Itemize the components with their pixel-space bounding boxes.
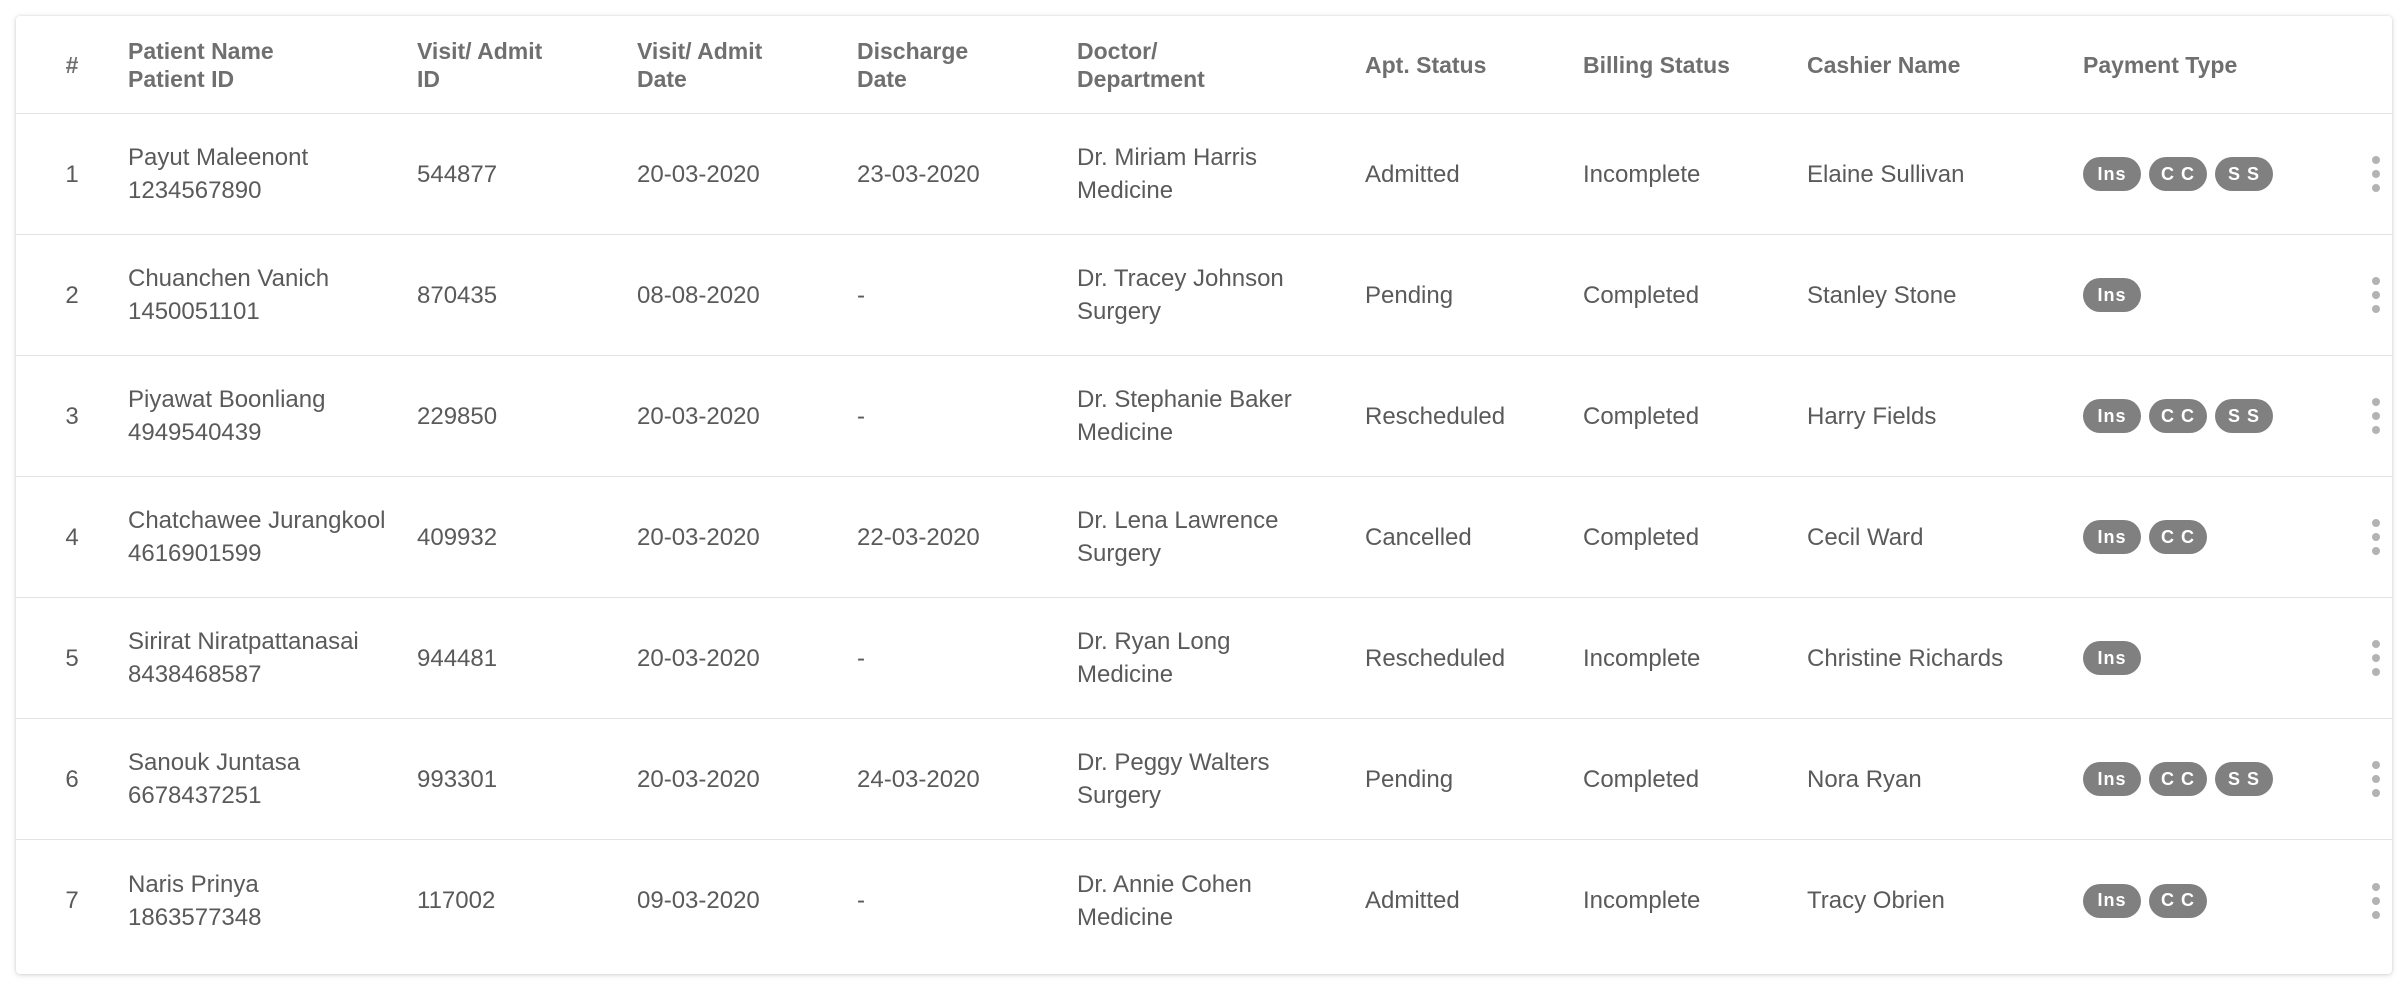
cashier-name: Tracy Obrien (1807, 887, 1945, 914)
payment-type-cell (2083, 477, 2340, 597)
payment-type-badge: Ins (2083, 641, 2141, 675)
payment-type-badge: S S (2215, 399, 2273, 433)
patient-id: 4949540439 (128, 419, 262, 446)
visit-date: 09-03-2020 (637, 887, 760, 914)
billing-status: Incomplete (1583, 644, 1701, 672)
row-number: 7 (65, 887, 79, 914)
visit-date: 20-03-2020 (637, 160, 760, 188)
column-header-payment-type[interactable]: Payment Type (2083, 51, 2238, 78)
cashier-name: Christine Richards (1807, 644, 2004, 672)
apt-status: Pending (1365, 765, 1454, 793)
department-name: Medicine (1077, 903, 1174, 931)
column-header-apt-status[interactable]: Apt. Status (1365, 51, 1487, 78)
visit-date: 20-03-2020 (637, 765, 760, 793)
doctor-cell (1077, 356, 1365, 476)
row-number: 4 (65, 523, 79, 551)
department-name: Surgery (1077, 540, 1162, 567)
visit-id: 409932 (417, 523, 498, 551)
payment-type-badge: Ins (2083, 762, 2141, 796)
payment-type-badge: C C (2149, 399, 2207, 433)
patient-id: 8438468587 (128, 661, 262, 688)
doctor-cell (1077, 114, 1365, 234)
visit-id: 993301 (417, 765, 498, 793)
column-header-patient[interactable]: Patient Name Patient ID (128, 37, 274, 92)
visit-date: 20-03-2020 (637, 644, 760, 672)
row-actions (2340, 477, 2392, 597)
table-row[interactable] (16, 477, 2392, 598)
table-row[interactable] (16, 114, 2392, 235)
visit-id: 117002 (417, 887, 496, 914)
doctor-name: Dr. Tracey Johnson (1077, 265, 1284, 292)
department-name: Medicine (1077, 661, 1174, 688)
doctor-cell (1077, 598, 1365, 718)
payment-badges (2083, 884, 2340, 918)
row-number: 6 (65, 765, 79, 793)
discharge-date: - (857, 281, 865, 309)
visit-id: 944481 (417, 644, 498, 672)
doctor-name: Dr. Ryan Long (1077, 628, 1231, 655)
department-name: Surgery (1077, 782, 1162, 809)
visit-date: 20-03-2020 (637, 523, 760, 551)
row-actions (2340, 356, 2392, 476)
more-vert-icon[interactable] (2368, 515, 2384, 559)
patient-name: Sirirat Niratpattanasai (128, 628, 359, 655)
payment-badges (2083, 399, 2340, 433)
row-actions (2340, 235, 2392, 355)
patient-name: Payut Maleenont (128, 144, 309, 171)
row-number: 5 (65, 644, 79, 672)
table-header-row (16, 16, 2392, 114)
doctor-cell (1077, 235, 1365, 355)
patient-cell (128, 477, 417, 597)
patient-id: 4616901599 (128, 540, 262, 567)
cashier-name: Nora Ryan (1807, 765, 1922, 793)
apt-status: Pending (1365, 281, 1454, 309)
payment-type-badge: Ins (2083, 157, 2141, 191)
table-row[interactable] (16, 719, 2392, 840)
patient-name: Piyawat Boonliang (128, 386, 326, 413)
cashier-name: Harry Fields (1807, 402, 1937, 430)
discharge-date: - (857, 887, 865, 914)
column-header-billing-status[interactable]: Billing Status (1583, 51, 1730, 78)
payment-badges (2083, 157, 2340, 191)
patient-cell (128, 235, 417, 355)
patient-cell (128, 356, 417, 476)
row-number: 1 (65, 160, 79, 188)
payment-type-badge: C C (2149, 762, 2207, 796)
apt-status: Admitted (1365, 887, 1460, 914)
payment-type-badge: Ins (2083, 399, 2141, 433)
doctor-name: Dr. Miriam Harris (1077, 144, 1257, 171)
patient-id: 6678437251 (128, 782, 262, 809)
visit-date: 20-03-2020 (637, 402, 760, 430)
payment-type-cell (2083, 356, 2340, 476)
patient-name: Sanouk Juntasa (128, 749, 301, 776)
visit-id: 229850 (417, 402, 498, 430)
apt-status: Admitted (1365, 160, 1460, 188)
patient-name: Naris Prinya (128, 870, 259, 898)
payment-type-badge: Ins (2083, 884, 2141, 918)
payment-type-badge: Ins (2083, 520, 2141, 554)
table-row[interactable] (16, 598, 2392, 719)
patient-cell (128, 598, 417, 718)
column-header-doctor-department[interactable]: Doctor/ Department (1077, 37, 1205, 92)
patient-id: 1863577348 (128, 903, 262, 931)
cashier-name: Cecil Ward (1807, 523, 1924, 551)
payment-badges (2083, 278, 2340, 312)
billing-status: Incomplete (1583, 887, 1701, 914)
payment-type-cell (2083, 235, 2340, 355)
discharge-date: 22-03-2020 (857, 523, 980, 551)
patient-id: 1450051101 (128, 298, 260, 325)
more-vert-icon[interactable] (2368, 757, 2384, 801)
table-row[interactable] (16, 840, 2392, 961)
apt-status: Cancelled (1365, 523, 1472, 551)
more-vert-icon[interactable] (2368, 152, 2384, 196)
visit-date: 08-08-2020 (637, 281, 760, 309)
billing-status: Completed (1583, 402, 1700, 430)
row-actions (2340, 840, 2392, 961)
doctor-name: Dr. Peggy Walters (1077, 749, 1270, 776)
more-vert-icon[interactable] (2368, 636, 2384, 680)
discharge-date: 23-03-2020 (857, 160, 980, 188)
billing-status: Completed (1583, 523, 1700, 551)
column-header-actions (2340, 16, 2392, 113)
discharge-date: - (857, 644, 865, 672)
visit-id: 544877 (417, 160, 498, 188)
patient-id: 1234567890 (128, 177, 262, 204)
patient-name: Chatchawee Jurangkool (128, 507, 386, 534)
row-number: 2 (65, 281, 79, 309)
column-header-discharge-date[interactable]: Discharge Date (857, 37, 969, 92)
patient-visits-table (16, 16, 2392, 974)
department-name: Medicine (1077, 177, 1174, 204)
row-number: 3 (65, 402, 79, 430)
row-actions (2340, 598, 2392, 718)
patient-cell (128, 114, 417, 234)
patient-cell (128, 719, 417, 839)
table-row[interactable] (16, 356, 2392, 477)
payment-type-cell (2083, 840, 2340, 961)
visit-id: 870435 (417, 281, 498, 309)
department-name: Medicine (1077, 419, 1174, 446)
discharge-date: 24-03-2020 (857, 765, 980, 793)
more-vert-icon[interactable] (2368, 394, 2384, 438)
payment-badges (2083, 641, 2340, 675)
billing-status: Completed (1583, 765, 1700, 793)
payment-badges (2083, 762, 2340, 796)
apt-status: Rescheduled (1365, 402, 1506, 430)
more-vert-icon[interactable] (2368, 273, 2384, 317)
doctor-cell (1077, 840, 1365, 961)
discharge-date: - (857, 402, 865, 430)
table-body (16, 114, 2392, 961)
row-actions (2340, 719, 2392, 839)
column-header-visit-date[interactable]: Visit/ Admit Date (637, 37, 763, 92)
more-vert-icon[interactable] (2368, 879, 2384, 923)
table-row[interactable] (16, 235, 2392, 356)
patient-name: Chuanchen Vanich (128, 265, 330, 292)
payment-type-badge: C C (2149, 157, 2207, 191)
column-header-number[interactable]: # (65, 51, 79, 78)
billing-status: Incomplete (1583, 160, 1701, 188)
department-name: Surgery (1077, 298, 1162, 325)
column-header-cashier-name[interactable]: Cashier Name (1807, 51, 1961, 78)
column-header-visit-id[interactable]: Visit/ Admit ID (417, 37, 543, 92)
payment-type-cell (2083, 719, 2340, 839)
doctor-name: Dr. Lena Lawrence (1077, 507, 1279, 534)
apt-status: Rescheduled (1365, 644, 1506, 672)
payment-type-badge: C C (2149, 520, 2207, 554)
payment-type-badge: C C (2149, 884, 2207, 918)
payment-type-cell (2083, 598, 2340, 718)
payment-type-cell (2083, 114, 2340, 234)
doctor-cell (1077, 719, 1365, 839)
doctor-name: Dr. Stephanie Baker (1077, 386, 1292, 413)
doctor-name: Dr. Annie Cohen (1077, 870, 1252, 898)
payment-type-badge: S S (2215, 157, 2273, 191)
payment-badges (2083, 520, 2340, 554)
row-actions (2340, 114, 2392, 234)
doctor-cell (1077, 477, 1365, 597)
cashier-name: Elaine Sullivan (1807, 160, 1965, 188)
billing-status: Completed (1583, 281, 1700, 309)
cashier-name: Stanley Stone (1807, 281, 1957, 309)
patient-cell (128, 840, 417, 961)
payment-type-badge: S S (2215, 762, 2273, 796)
payment-type-badge: Ins (2083, 278, 2141, 312)
